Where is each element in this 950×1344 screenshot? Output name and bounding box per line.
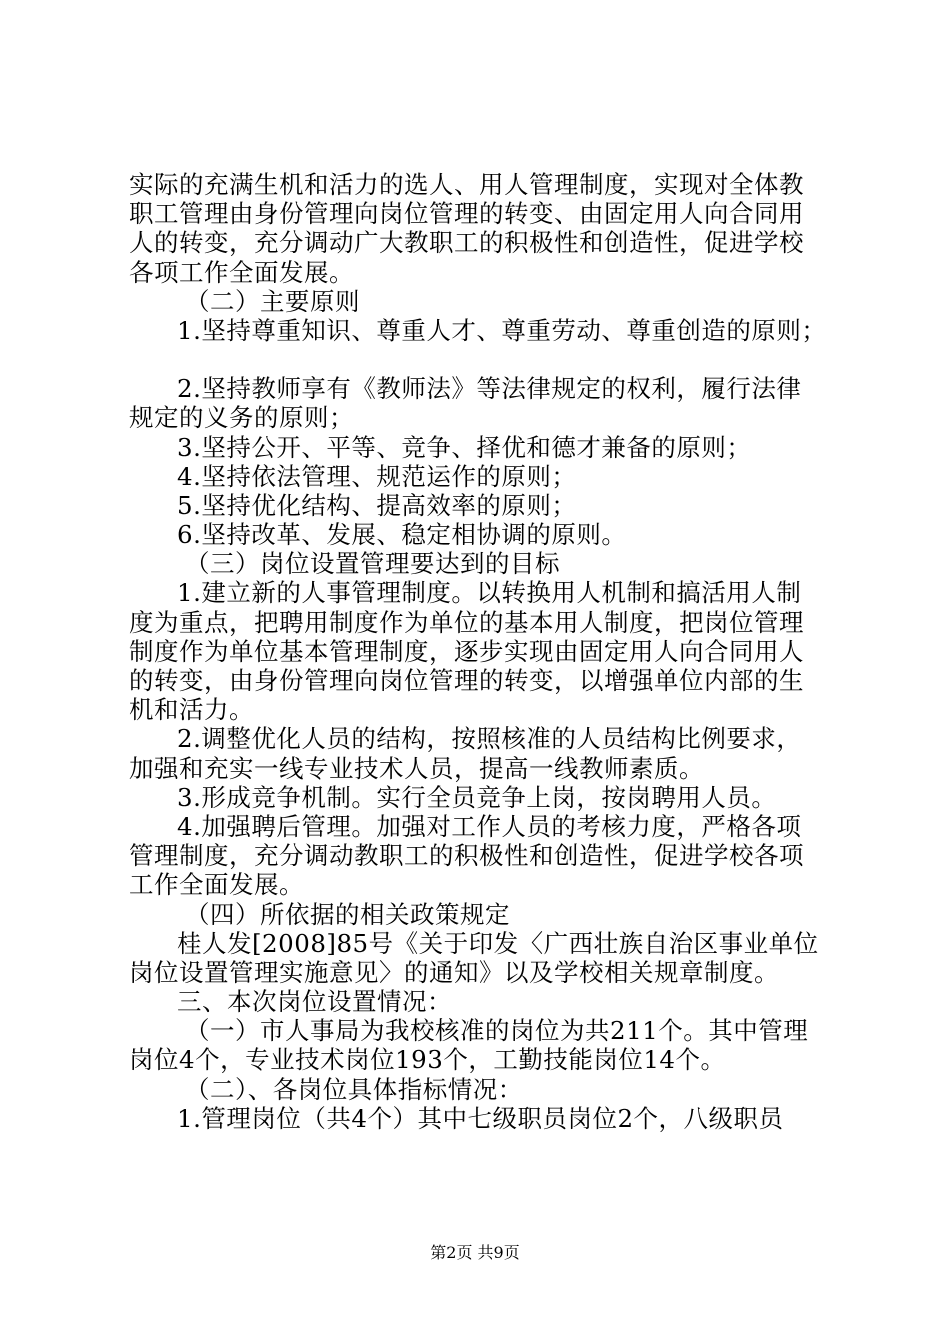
text-line: 管理制度，充分调动教职工的积极性和创造性，促进学校各项 bbox=[129, 841, 804, 871]
text-line: 3.坚持公开、平等、竞争、择优和德才兼备的原则； bbox=[177, 432, 752, 462]
text-line: 人的转变，充分调动广大教职工的积极性和创造性，促进学校 bbox=[129, 228, 804, 258]
text-line: 1.建立新的人事管理制度。以转换用人机制和搞活用人制 bbox=[177, 578, 802, 608]
text-line: 岗位4个，专业技术岗位193个，工勤技能岗位14个。 bbox=[129, 1045, 726, 1075]
text-line: 3.形成竞争机制。实行全员竞争上岗，按岗聘用人员。 bbox=[177, 782, 777, 812]
text-line: 2.坚持教师享有《教师法》等法律规定的权利，履行法律 bbox=[177, 374, 802, 404]
text-line: 1.管理岗位（共4个）其中七级职员岗位2个，八级职员 bbox=[177, 1103, 784, 1133]
section-heading: （二）、各岗位具体指标情况： bbox=[185, 1074, 523, 1104]
text-line: 加强和充实一线专业技术人员，提高一线教师素质。 bbox=[129, 753, 704, 783]
text-line: 工作全面发展。 bbox=[129, 870, 304, 900]
section-heading: （四）所依据的相关政策规定 bbox=[185, 899, 510, 929]
text-line: 机和活力。 bbox=[129, 695, 254, 725]
document-body bbox=[129, 170, 839, 1133]
text-line: 1.坚持尊重知识、尊重人才、尊重劳动、尊重创造的原则； bbox=[177, 315, 827, 345]
section-heading: （二）主要原则 bbox=[185, 286, 360, 316]
text-line: 桂人发[2008]85号《关于印发〈广西壮族自治区事业单位 bbox=[177, 928, 819, 958]
text-line: （一）市人事局为我校核准的岗位为共211个。其中管理 bbox=[185, 1016, 809, 1046]
text-line: 的转变，由身份管理向岗位管理的转变，以增强单位内部的生 bbox=[129, 666, 804, 695]
text-line: 5.坚持优化结构、提高效率的原则； bbox=[177, 490, 577, 520]
text-line: 4.坚持依法管理、规范运作的原则； bbox=[177, 461, 577, 491]
text-line: 度为重点，把聘用制度作为单位的基本用人制度，把岗位管理 bbox=[129, 607, 804, 637]
text-line: 制度作为单位基本管理制度，逐步实现由固定用人向合同用人 bbox=[129, 636, 804, 666]
text-line: 6.坚持改革、发展、稳定相协调的原则。 bbox=[177, 520, 627, 550]
section-heading: （三）岗位设置管理要达到的目标 bbox=[185, 549, 560, 579]
text-line: 4.加强聘后管理。加强对工作人员的考核力度，严格各项 bbox=[177, 811, 802, 841]
blank-line bbox=[129, 345, 839, 374]
text-line: 职工管理由身份管理向岗位管理的转变、由固定用人向合同用 bbox=[129, 199, 804, 229]
page-number: 第2页 共9页 bbox=[430, 1243, 520, 1262]
text-line: 各项工作全面发展。 bbox=[129, 257, 354, 287]
section-heading: 三、本次岗位设置情况： bbox=[177, 987, 452, 1017]
text-line: 规定的义务的原则； bbox=[129, 403, 354, 433]
text-line: 2.调整优化人员的结构，按照核准的人员结构比例要求， bbox=[177, 724, 802, 754]
text-line: 实际的充满生机和活力的选人、用人管理制度，实现对全体教 bbox=[129, 170, 804, 199]
text-line: 岗位设置管理实施意见〉的通知》以及学校相关规章制度。 bbox=[129, 957, 779, 987]
